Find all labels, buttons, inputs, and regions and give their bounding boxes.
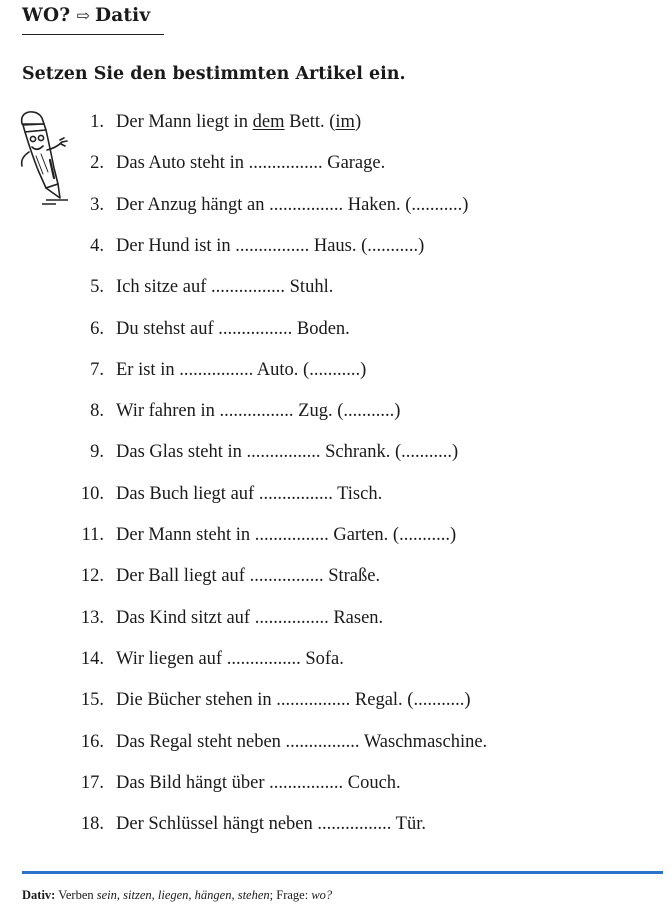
exercise-number: 7.: [90, 360, 104, 380]
exercise-number: 17.: [80, 773, 104, 793]
worksheet-header: [22, 2, 164, 35]
exercise-number: 11.: [81, 525, 104, 545]
exercise-sentence: Ich sitze auf ................ Stuhl.: [116, 277, 334, 297]
exercise-sentence: Der Ball liegt auf ................ Straße.: [116, 566, 381, 586]
exercise-sentence: Wir fahren in ................ Zug. (...........): [116, 401, 401, 421]
exercise-sentence: Die Bücher stehen in ................ Regal. (...........): [116, 690, 471, 710]
exercise-sentence: Du stehst auf ................ Boden.: [116, 319, 350, 339]
exercise-number: 2.: [90, 153, 104, 173]
footer-verbs: sein, sitzen, liegen, hängen, stehen: [96, 888, 270, 902]
footer-label: Dativ:: [22, 888, 56, 902]
exercise-sentence: Wir liegen auf ................ Sofa.: [116, 649, 344, 669]
header-case: Dativ: [94, 5, 151, 26]
example-answer-article: dem: [252, 112, 285, 132]
header-question: WO?: [22, 5, 71, 26]
exercise-number: 16.: [80, 732, 104, 752]
exercise-number: 10.: [80, 484, 104, 504]
exercise-sentence: Das Buch liegt auf ................ Tisch.: [116, 484, 383, 504]
exercise-sentence: Der Mann liegt in dem Bett. (im): [116, 112, 362, 132]
exercise-sentence: Das Glas steht in ................ Schrank. (...........): [116, 442, 459, 462]
exercise-number: 13.: [80, 608, 104, 628]
exercise-sentence: Das Regal steht neben ................ Waschmaschine.: [116, 732, 488, 752]
footer-divider: [22, 871, 663, 874]
exercise-number: 14.: [80, 649, 104, 669]
exercise-number: 9.: [90, 442, 104, 462]
exercise-sentence: Der Schlüssel hängt neben ................ Tür.: [116, 814, 427, 834]
header-title: [22, 5, 150, 26]
exercise-number: 18.: [80, 814, 104, 834]
footer-note: Dativ: Verben sein, sitzen, liegen, hängen, stehen; Frage: wo?: [22, 888, 333, 902]
exercise-sentence: Er ist in ................ Auto. (...........): [116, 360, 367, 380]
exercise-number: 6.: [90, 319, 104, 339]
exercise-number: 1.: [90, 112, 104, 132]
right-arrow-icon: ⇨: [76, 6, 90, 25]
footer-question: wo?: [311, 888, 333, 902]
exercise-sentence: Der Hund ist in ................ Haus. (...........): [116, 236, 425, 256]
exercise-number: 3.: [90, 195, 104, 215]
exercise-number: 12.: [80, 566, 104, 586]
exercise-number: 4.: [90, 236, 104, 256]
exercise-sentence: Das Auto steht in ................ Garage.: [116, 153, 386, 173]
exercise-sentence: Das Bild hängt über ................ Couch.: [116, 773, 401, 793]
exercise-number: 5.: [90, 277, 104, 297]
exercise-sentence: Der Anzug hängt an ................ Haken. (...........): [116, 195, 469, 215]
instruction-text: Setzen Sie den bestimmten Artikel ein.: [22, 64, 406, 84]
exercise-number: 15.: [80, 690, 104, 710]
exercise-sentence: Der Mann steht in ................ Garten. (...........): [116, 525, 457, 545]
exercise-number: 8.: [90, 401, 104, 421]
example-answer-contraction: im: [335, 112, 355, 132]
exercise-sentence: Das Kind sitzt auf ................ Rasen.: [116, 608, 384, 628]
